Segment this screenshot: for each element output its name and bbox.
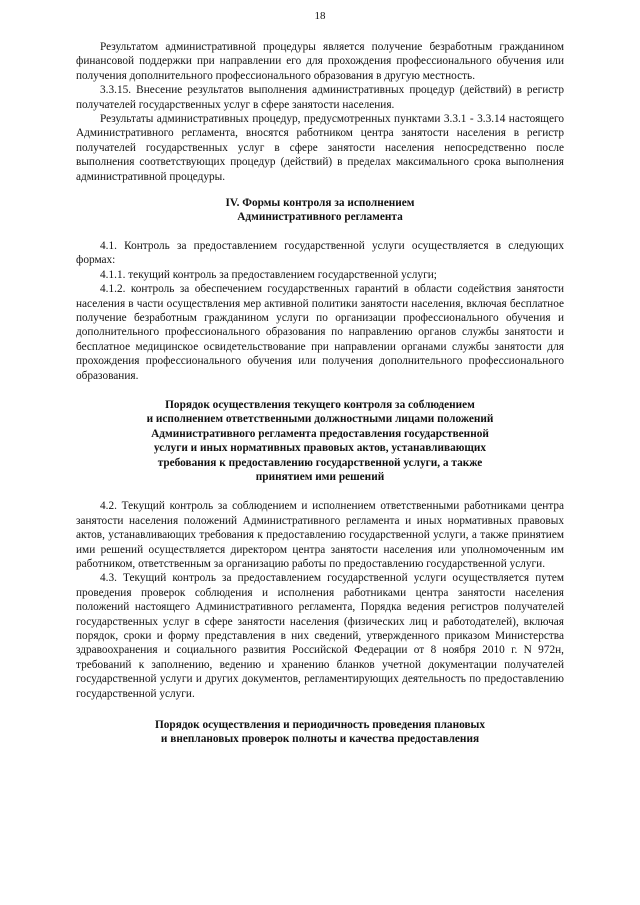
subheading-inspections — [84, 718, 556, 747]
paragraph-results-registry: Результаты административных процедур, предусмотренных пунктами 3.3.1 - 3.3.14 настоящего Административного регламента, вносятся работником центра занятости населения в регистр получателей государственных услуг в сфере занятости населения непосредственно после выполнения соответствующих процедур (действий) в пределах максимального срока выполнения административной процедуры. — [76, 113, 564, 183]
subheading-line: принятием ими решений — [255, 470, 385, 483]
paragraph-4-2: 4.2. Текущий контроль за соблюдением и исполнением ответственными работниками центра занятости населения положений Административного регламента и иных нормативных правовых актов, устанавливающих требования к предоставлению государственной услуги, а также принятием ими решений осуществляется директором центра занятости населения или уполномоченным им работником, ответственным за организацию работы по предоставлению государственной услуги. — [76, 500, 564, 570]
paragraph-4-1-1: 4.1.1. текущий контроль за предоставлением государственной услуги; — [100, 268, 437, 281]
section-heading-iv — [84, 196, 556, 225]
subheading-line: и внеплановых проверок полноты и качества предоставления — [160, 733, 480, 746]
page-content — [76, 40, 564, 747]
subheading-line: услуги и иных нормативных правовых актов, устанавливающих — [153, 442, 487, 455]
paragraph-4-3: 4.3. Текущий контроль за предоставлением государственной услуги осуществляется путем проведения проверок соблюдения и исполнения работниками центра занятости населения положений настоящего Административного регламента, Порядка ведения регистров получателей государственных услуг в сфере занятости населения (физических лиц и работодателей), включая порядок, сроки и форму представления в них сведений, утвержденного приказом Министерства здравоохранения и социального развития Российской Федерации от 8 ноября 2010 г. N 972н, требований к заполнению, ведению и хранению бланков учетной документации получателей государственной услуги и других документов, регламентирующих деятельность по предоставлению государственной услуги. — [76, 572, 564, 700]
subheading-line: требования к предоставлению государственной услуги, а также — [157, 456, 483, 469]
section-heading-line: Административного регламента — [237, 211, 403, 224]
subheading-line: и исполнением ответственными должностными лицами положений — [146, 413, 494, 426]
subheading-line: Административного регламента предоставления государственной — [151, 427, 489, 440]
paragraph-4-1-2: 4.1.2. контроль за обеспечением государственных гарантий в области содействия занятости населения в части осуществления мер активной политики занятости населения, включая бесплатное получение безработным гражданином услуги по организации профессионального обучения и дополнительного профессионального образования по направлению органов службы занятости и бесплатное медицинское освидетельствование при направлении органами службы занятости для прохождения профессионального обучения или получения дополнительного профессионального образования. — [76, 283, 564, 382]
paragraph-3-3-15: 3.3.15. Внесение результатов выполнения административных процедур (действий) в регистр получателей государственных услуг в сфере занятости населения. — [76, 84, 564, 111]
subheading-current-control — [84, 398, 556, 484]
section-heading-line: IV. Формы контроля за исполнением — [225, 197, 415, 210]
subheading-line: Порядок осуществления текущего контроля за соблюдением — [165, 398, 475, 411]
paragraph-result-financial-support: Результатом административной процедуры является получение безработным гражданином финансовой поддержки при направлении его для прохождения профессионального обучения или получения дополнительного профессионального образования в другую местность. — [76, 41, 564, 82]
paragraph-4-1: 4.1. Контроль за предоставлением государственной услуги осуществляется в следующих формах: — [76, 239, 564, 267]
subheading-line: Порядок осуществления и периодичность проведения плановых — [154, 719, 486, 732]
page-number: 18 — [314, 10, 326, 22]
